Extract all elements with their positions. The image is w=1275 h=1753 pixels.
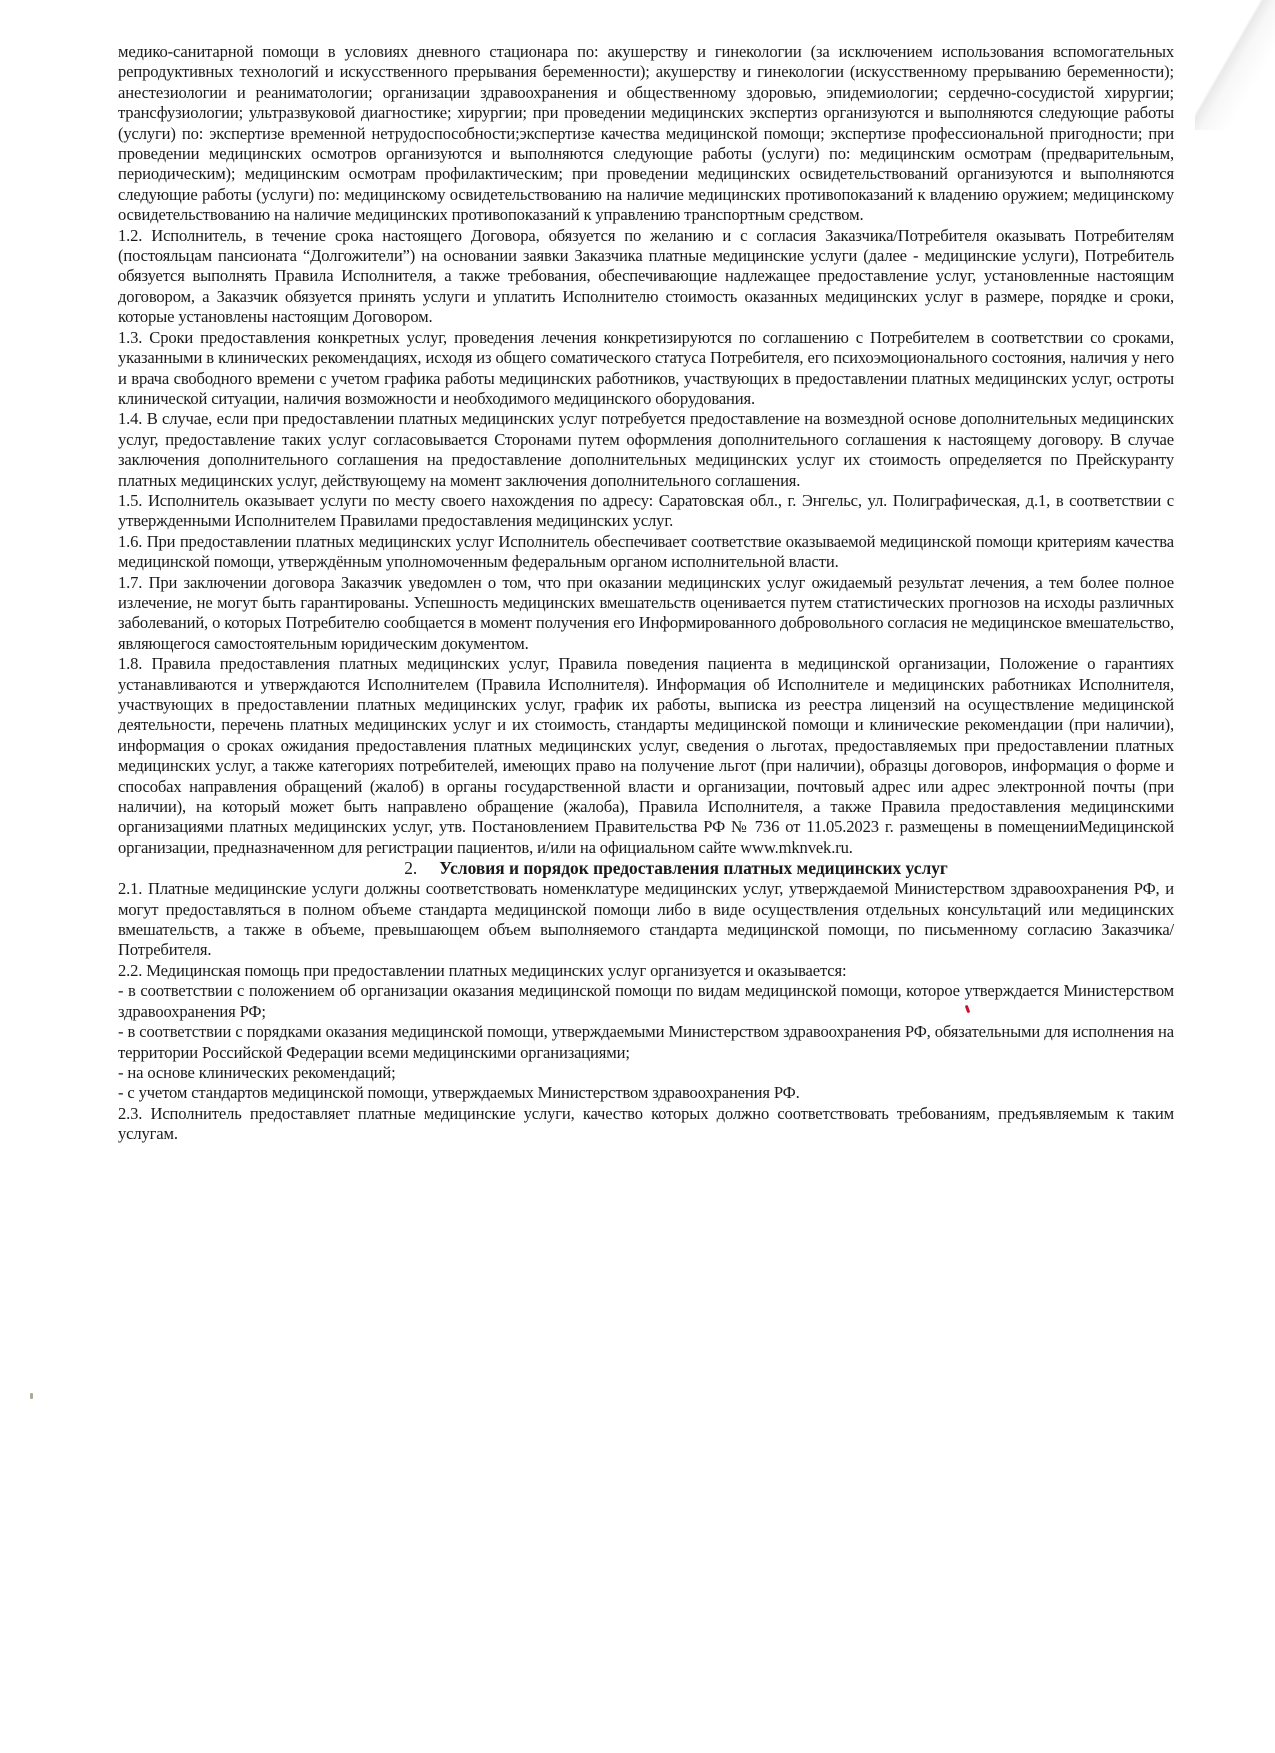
paragraph-1-4: 1.4. В случае, если при предоставлении платных медицинских услуг потребуется предоставление на возмездной основе дополнительных медицинских услуг, предоставление таких услуг согласовывается Сторонами путем оформления дополнительного соглашения к настоящему договору. В случае заключения дополнительного соглашения на предоставление дополнительных медицинских услуг их стоимость определяется по Прейскуранту платных медицинских услуг, действующему на момент заключения дополнительного соглашения. [118,409,1174,490]
section-2-heading [118,858,1174,879]
section-2-number: 2. [404,858,418,879]
list-item: - в соответствии с порядками оказания медицинской помощи, утверждаемыми Министерством здравоохранения РФ, обязательными для исполнения на территории Российской Федерации всеми медицинскими организациями; [118,1022,1174,1062]
paragraph-1-1-continuation: медико-санитарной помощи в условиях дневного стационара по: акушерству и гинекологии (за исключением использования вспомогательных репродуктивных технологий и искусственного прерывания беременности); акушерству и гинекологии (искусственному прерыванию беременности); анестезиологии и реаниматологии; организации здравоохранения и общественному здоровью, эпидемиологии; сердечно-сосудистой хирургии; трансфузиологии; ультразвуковой диагностике; хирургии; при проведении медицинских экспертиз организуются и выполняются следующие работы (услуги) по: экспертизе временной нетрудоспособности;экспертизе качества медицинской помощи; экспертизе профессиональной пригодности; при проведении медицинских осмотров организуются и выполняются следующие работы (услуги) по: медицинским осмотрам (предварительным, периодическим); медицинским осмотрам профилактическим; при проведении медицинских освидетельствований организуются и выполняются следующие работы (услуги) по: медицинскому освидетельствованию на наличие медицинских противопоказаний к владению оружием; медицинскому освидетельствованию на наличие медицинских противопоказаний к управлению транспортным средством. [118,42,1174,225]
list-item: - на основе клинических рекомендаций; [118,1062,396,1082]
document-page [118,42,1174,1145]
paragraph-2-1: 2.1. Платные медицинские услуги должны соответствовать номенклатуре медицинских услуг, утверждаемой Министерством здравоохранения РФ, и могут предоставляться в полном объеме стандарта медицинской помощи либо в виде осуществления отдельных консультаций или медицинских вмешательств, а также в объеме, превышающем объем выполняемого стандарта медицинской помощи, по письменному согласию Заказчика/Потребителя. [118,879,1174,960]
paragraph-1-3: 1.3. Сроки предоставления конкретных услуг, проведения лечения конкретизируются по соглашению с Потребителем в соответствии со сроками, указанными в клинических рекомендациях, исходя из общего соматического статуса Потребителя, его психоэмоционального состояния, наличия у него и врача свободного времени с учетом графика работы медицинских работников, участвующих в предоставлении платных медицинских услуг, остроты клинической ситуации, наличия возможности и необходимого медицинского оборудования. [118,327,1174,408]
paragraph-1-8: 1.8. Правила предоставления платных медицинских услуг, Правила поведения пациента в медицинской организации, Положение о гарантиях устанавливаются и утверждаются Исполнителем (Правила Исполнителя). Информация об Исполнителе и медицинских работниках Исполнителя, участвующих в предоставлении платных медицинских услуг, график их работы, выписка из реестра лицензий на осуществление медицинской деятельности, перечень платных медицинских услуг и их стоимость, стандарты медицинской помощи и клинические рекомендации (при наличии), информация о сроках ожидания предоставления платных медицинских услуг, сведения о льготах, предоставляемых при предоставлении платных медицинских услуг, а также категориях потребителей, имеющих право на получение льгот (при наличии), образцы договоров, информация о форме и способах направления обращений (жалоб) в органы государственной власти и организации, почтовый адрес или адрес электронной почты (при наличии), на который может быть направлено обращение (жалоба), Правила Исполнителя, а также Правила предоставления медицинскими организациями платных медицинских услуг, утв. Постановлением Правительства РФ № 736 от 11.05.2023 г. размещены в помещенииМедицинской организации, предназначенном для регистрации пациентов, и/или на официальном сайте www.mknvek.ru. [118,654,1174,857]
paragraph-1-2: 1.2. Исполнитель, в течение срока настоящего Договора, обязуется по желанию и с согласия Заказчика/Потребителя оказывать Потребителям (постояльцам пансионата “Долгожители”) на основании заявки Заказчика платные медицинские услуги (далее - медицинские услуги), Потребитель обязуется выполнять Правила Исполнителя, а также требования, обеспечивающие надлежащее предоставление услуг, установленные настоящим договором, а Заказчик обязуется принять услуги и уплатить Исполнителю стоимость оказанных медицинских услуг в размере, порядке и сроки, которые установлены настоящим Договором. [118,225,1174,327]
section-2-title: Условия и порядок предоставления платных медицинских услуг [439,858,948,879]
paragraph-1-5: 1.5. Исполнитель оказывает услуги по месту своего нахождения по адресу: Саратовская обл., г. Энгельс, ул. Полиграфическая, д.1, в соответствии с утвержденными Исполнителем Правилами предоставления медицинских услуг. [118,490,1174,531]
paragraph-2-3: 2.3. Исполнитель предоставляет платные медицинские услуги, качество которых должно соответствовать требованиям, предъявляемым к таким услугам. [118,1103,1174,1144]
paragraph-1-6: 1.6. При предоставлении платных медицинских услуг Исполнитель обеспечивает соответствие оказываемой медицинской помощи критериям качества медицинской помощи, утверждённым уполномоченным федеральным органом исполнительной власти. [118,531,1174,572]
list-item: - в соответствии с положением об организации оказания медицинской помощи по видам медицинской помощи, которое утверждается Министерством здравоохранения РФ; [118,981,1174,1021]
page-fold-shadow [1195,0,1275,130]
paragraph-1-7: 1.7. При заключении договора Заказчик уведомлен о том, что при оказании медицинских услуг ожидаемый результат лечения, а тем более полное излечение, не могут быть гарантированы. Успешность медицинских вмешательств оценивается путем статистических прогнозов на исходы различных заболеваний, о которых Потребителю сообщается в момент получения его Информированного добровольного согласия не медицинское вмешательство, являющегося самостоятельным юридическим документом. [118,572,1174,653]
list-item: - с учетом стандартов медицинской помощи, утверждаемых Министерством здравоохранения РФ. [118,1083,800,1103]
paragraph-2-2: 2.2. Медицинская помощь при предоставлении платных медицинских услуг организуется и оказывается: [118,960,847,980]
scan-speck [30,1393,33,1399]
